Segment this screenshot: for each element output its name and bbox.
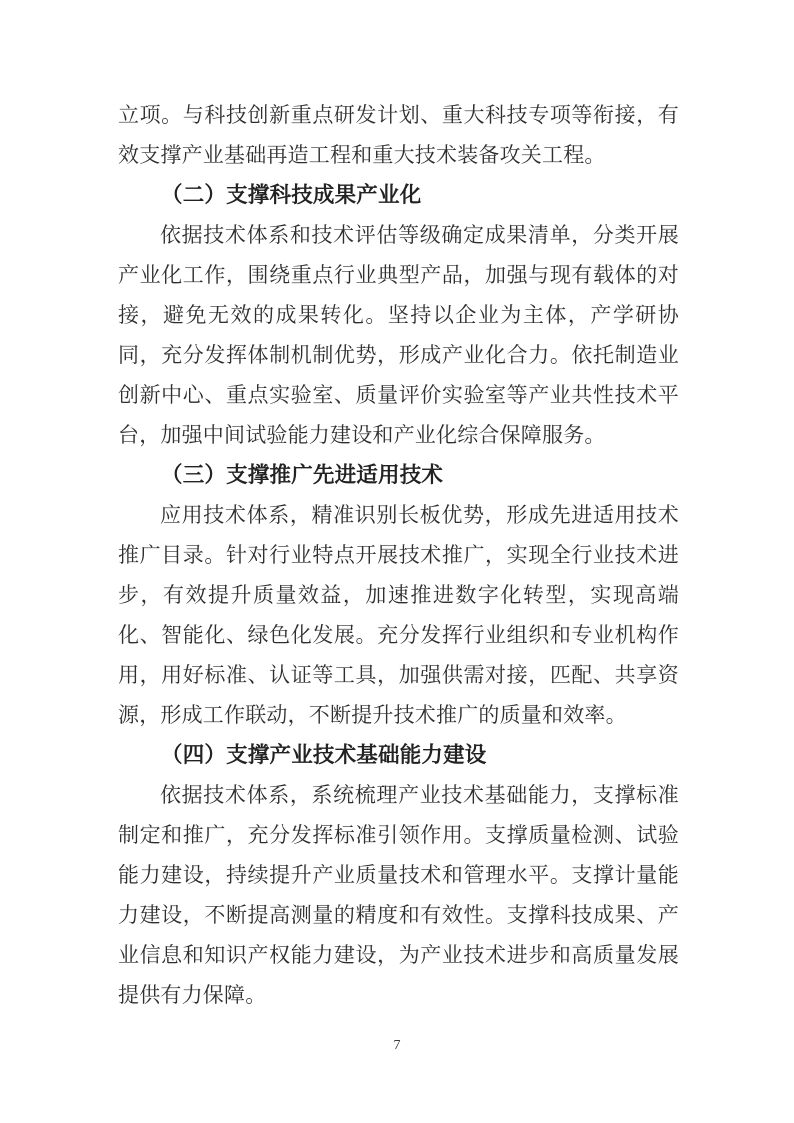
paragraph-section-4: 依据技术体系，系统梳理产业技术基础能力，支撑标准制定和推广，充分发挥标准引领作用。支撑质量检测、试验能力建设，持续提升产业质量技术和管理水平。支撑计量能力建设，不断提高测量的精度和有效性。支撑科技成果、产业信息和知识产权能力建设，为产业技术进步和高质量发展提供有力保障。 [118, 783, 679, 1007]
section-heading-4: （四）支撑产业技术基础能力建设 [161, 743, 487, 767]
section-heading-2: （二）支撑科技成果产业化 [161, 183, 422, 207]
paragraph-section-2: 依据技术体系和技术评估等级确定成果清单，分类开展产业化工作，围绕重点行业典型产品，加强与现有载体的对接，避免无效的成果转化。坚持以企业为主体，产学研协同，充分发挥体制机制优势，形成产业化合力。依托制造业创新中心、重点实验室、质量评价实验室等产业共性技术平台，加强中间试验能力建设和产业化综合保障服务。 [118, 223, 679, 447]
page-number: 7 [393, 1038, 401, 1053]
paragraph-section-3: 应用技术体系，精准识别长板优势，形成先进适用技术推广目录。针对行业特点开展技术推广，实现全行业技术进步，有效提升质量效益，加速推进数字化转型，实现高端化、智能化、绿色化发展。充分发挥行业组织和专业机构作用，用好标准、认证等工具，加强供需对接，匹配、共享资源，形成工作联动，不断提升技术推广的质量和效率。 [118, 503, 679, 727]
section-heading-3: （三）支撑推广先进适用技术 [161, 463, 444, 487]
paragraph-continuation: 立项。与科技创新重点研发计划、重大科技专项等衔接，有效支撑产业基础再造工程和重大技术装备攻关工程。 [118, 103, 679, 167]
document-content [118, 95, 679, 1015]
